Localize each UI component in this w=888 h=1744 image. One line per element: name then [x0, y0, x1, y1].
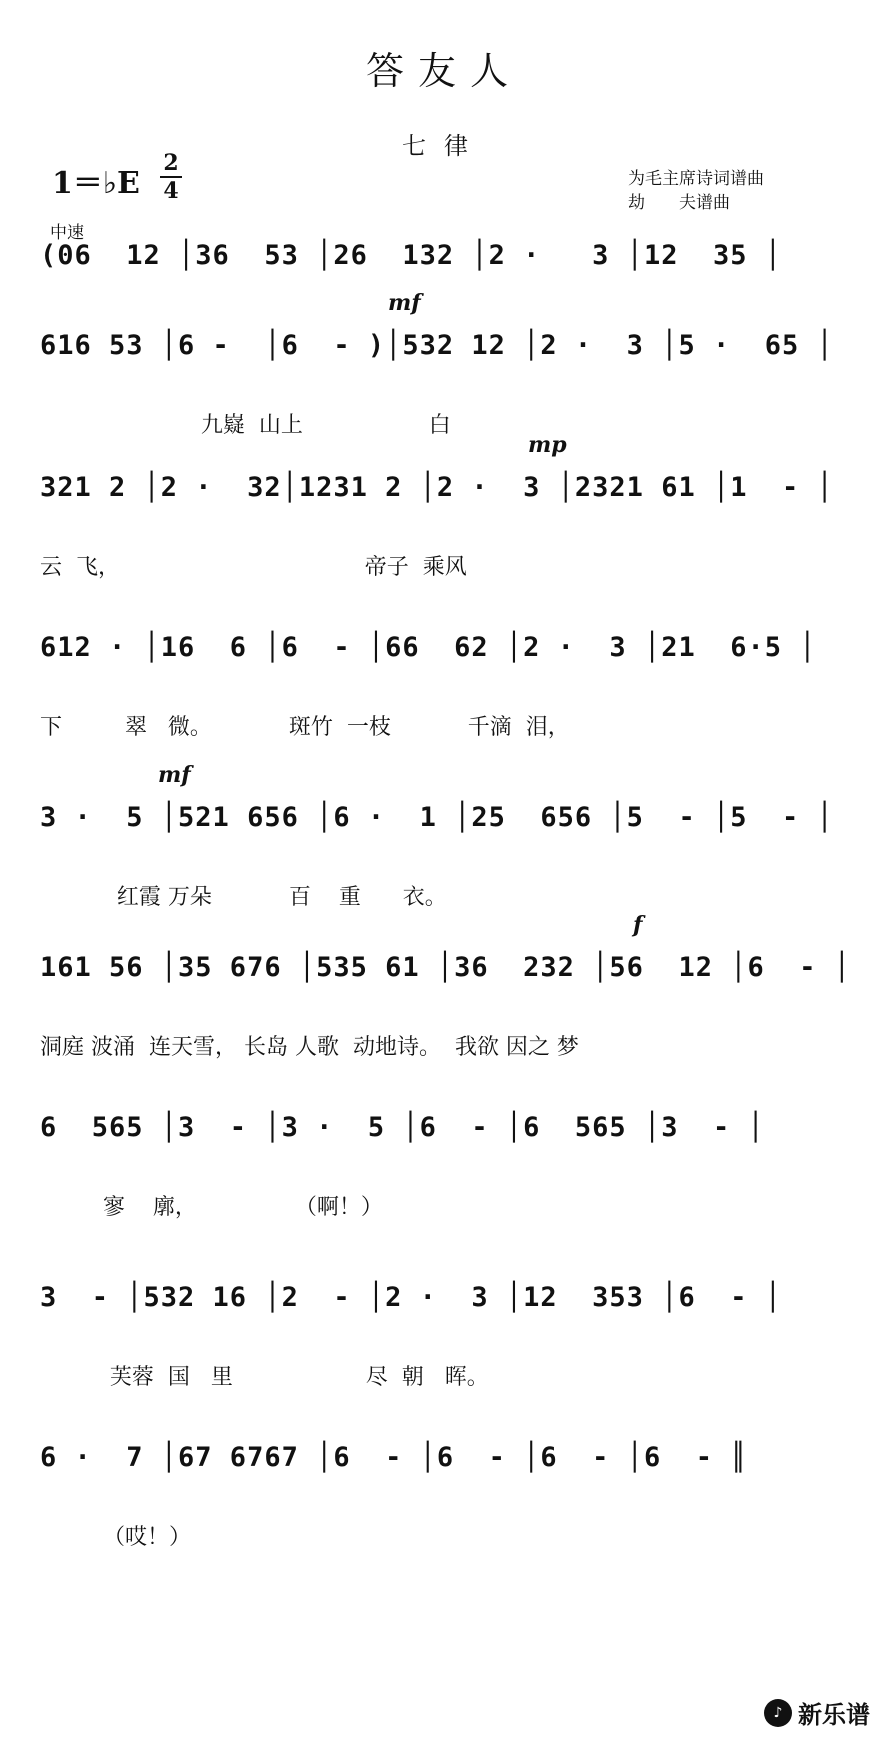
lyrics-line: 红霞 万朵 百 重 衣。	[40, 885, 447, 910]
dynamic-marking: mf	[388, 290, 421, 316]
key-signature: 1＝♭E	[52, 166, 140, 201]
dynamic-marking: mp	[528, 432, 567, 458]
notes-line: 612 · │16 6 │6 - │66 62 │2 · 3 │21 6·5 │	[40, 632, 817, 663]
time-signature	[160, 150, 182, 204]
song-subtitle: 七律	[402, 132, 486, 160]
dynamic-marking: f	[633, 912, 643, 938]
tempo-marking: 中速	[50, 223, 84, 243]
lyrics-line: 云 飞， 帝子 乘风	[40, 555, 467, 580]
notes-line: 321 2 │2 · 32│1231 2 │2 · 3 │2321 61 │1 - │	[40, 472, 834, 503]
lyrics-line: 寥 廓， （啊！）	[40, 1195, 383, 1220]
dynamic-marking: mf	[158, 762, 191, 788]
lyrics-line: 芙蓉 国 里 尽 朝 晖。	[40, 1365, 489, 1390]
time-signature-bottom: 4	[163, 178, 179, 204]
lyrics-line: 下 翠 微。 斑竹 一枝 千滴 泪，	[40, 715, 570, 740]
time-signature-top: 2	[163, 150, 179, 176]
logo-text: 新乐谱	[798, 1701, 870, 1729]
lyrics-line: （哎！）	[40, 1525, 191, 1550]
notes-line: 3 · 5 │521 656 │6 · 1 │25 656 │5 - │5 - │	[40, 802, 834, 833]
credit-line-2: 劫 夫谱曲	[628, 193, 730, 213]
notes-line: (06 12 │36 53 │26 132 │2 · 3 │12 35 │	[40, 240, 782, 271]
song-title: 答友人	[365, 49, 522, 93]
notes-line: 616 53 │6 - │6 - )│532 12 │2 · 3 │5 · 65 │	[40, 330, 834, 361]
credit-line-1: 为毛主席诗词谱曲	[628, 169, 764, 189]
notes-line: 6 565 │3 - │3 · 5 │6 - │6 565 │3 - │	[40, 1112, 765, 1143]
notes-line: 161 56 │35 676 │535 61 │36 232 │56 12 │6 - │	[40, 952, 852, 983]
site-logo	[764, 1695, 870, 1730]
lyrics-line: 九嶷 山上 白	[40, 413, 451, 438]
music-note-icon: ♪	[764, 1699, 792, 1727]
lyrics-line: 洞庭 波涌 连天雪， 长岛 人歌 动地诗。 我欲 因之 梦	[40, 1035, 579, 1060]
notes-line: 6 · 7 │67 6767 │6 - │6 - │6 - │6 - ║	[40, 1442, 748, 1473]
notes-line: 3 - │532 16 │2 - │2 · 3 │12 353 │6 - │	[40, 1282, 782, 1313]
